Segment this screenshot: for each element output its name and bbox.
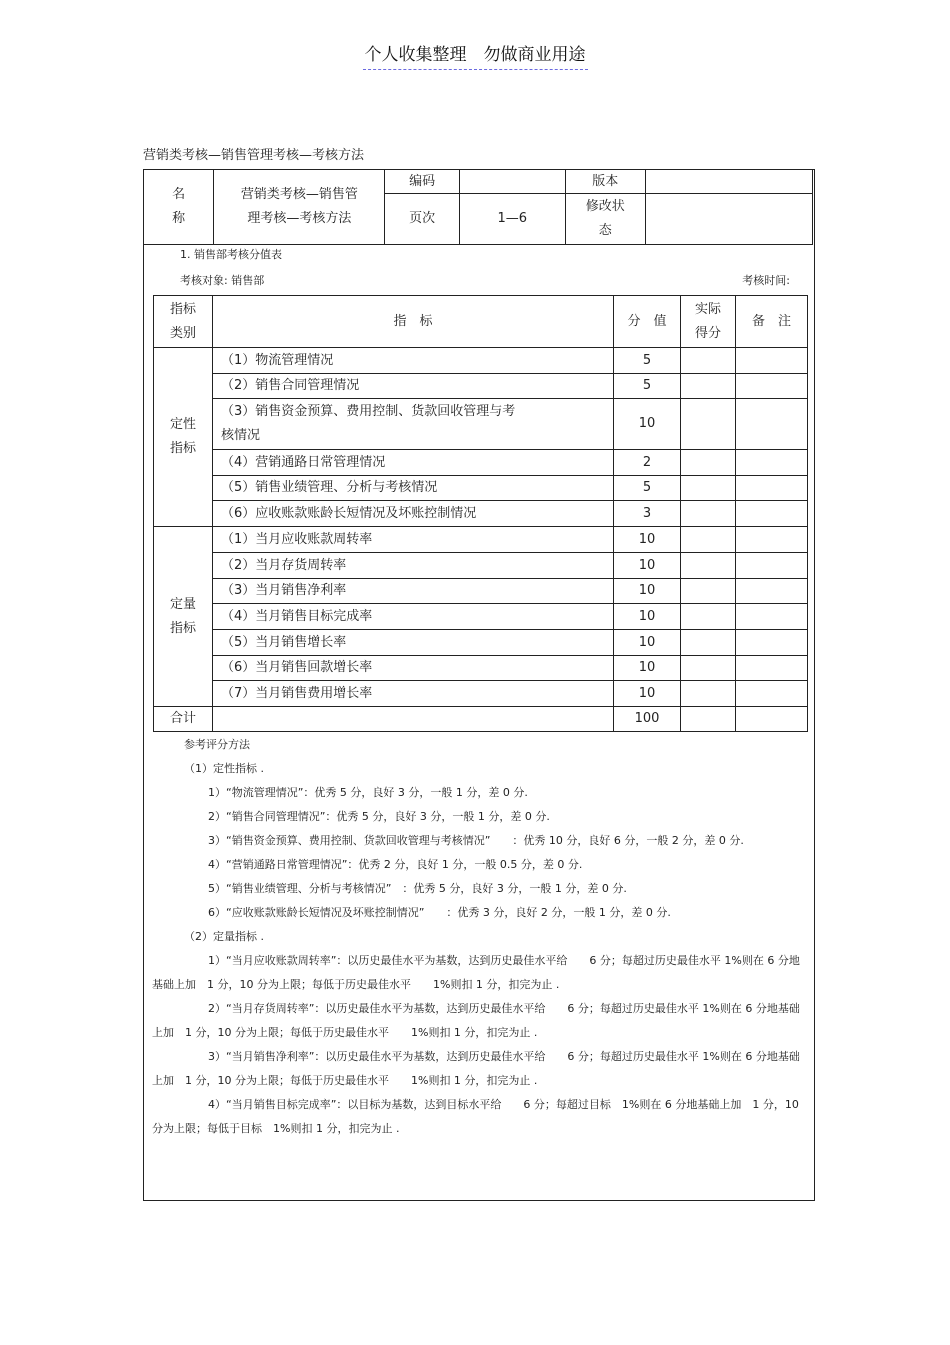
indicator-name: （6）当月销售回款增长率 bbox=[213, 656, 614, 681]
remark-cell bbox=[736, 604, 808, 630]
indicator-name: （5）当月销售增长率 bbox=[213, 630, 614, 656]
quantitative-method-title: （2）定量指标 . bbox=[184, 930, 264, 943]
indicator-score: 5 bbox=[614, 348, 681, 374]
actual-score-cell bbox=[681, 656, 736, 681]
remark-cell bbox=[736, 527, 808, 553]
actual-score-cell bbox=[681, 681, 736, 707]
table-row bbox=[154, 527, 808, 553]
version-value bbox=[645, 170, 812, 194]
quantitative-rule: 2）“当月存货周转率”：以历史最佳水平为基数，达到历史最佳水平给 6 分；每超过历史最佳水平 1%则在 6 分地基础上加 1 分，10 分为上限；每低于历史最佳水平 1%则扣 1 分，扣完为止 . bbox=[152, 1002, 800, 1039]
table-row bbox=[154, 630, 808, 656]
time-label: 考核时间: bbox=[742, 274, 790, 287]
code-value bbox=[459, 170, 565, 194]
actual-score-cell bbox=[681, 579, 736, 604]
table-row bbox=[154, 501, 808, 527]
header-category: 指标 类别 bbox=[154, 296, 213, 348]
actual-score-cell bbox=[681, 450, 736, 476]
remark-cell bbox=[736, 399, 808, 450]
indicator-name: （5）销售业绩管理、分析与考核情况 bbox=[213, 476, 614, 501]
method-title: 参考评分方法 bbox=[184, 738, 250, 751]
table-row bbox=[154, 348, 808, 374]
page-label: 页次 bbox=[385, 194, 459, 245]
indicator-name: （7）当月销售费用增长率 bbox=[213, 681, 614, 707]
qualitative-rule: 6）“应收账款账龄长短情况及坏账控制情况” ：优秀 3 分，良好 2 分，一般 1 分，差 0 分. bbox=[208, 906, 671, 919]
indicator-name: （3）当月销售净利率 bbox=[213, 579, 614, 604]
table-row bbox=[154, 656, 808, 681]
document-title: 营销类考核—销售管理考核—考核方法 bbox=[143, 148, 365, 163]
indicator-score: 10 bbox=[614, 656, 681, 681]
remark-cell bbox=[736, 374, 808, 399]
actual-score-cell bbox=[681, 501, 736, 527]
qualitative-method-title: （1）定性指标 . bbox=[184, 762, 264, 775]
actual-score-cell bbox=[681, 604, 736, 630]
score-table bbox=[153, 295, 808, 732]
quantitative-label: 定量 指标 bbox=[154, 527, 213, 707]
actual-score-cell bbox=[681, 476, 736, 501]
indicator-score: 10 bbox=[614, 681, 681, 707]
target-label: 考核对象: 销售部 bbox=[180, 274, 265, 287]
table-row bbox=[154, 553, 808, 579]
indicator-name: （4）营销通路日常管理情况 bbox=[213, 450, 614, 476]
indicator-score: 10 bbox=[614, 553, 681, 579]
table-row bbox=[154, 450, 808, 476]
remark-cell bbox=[736, 681, 808, 707]
total-indicator-cell bbox=[213, 707, 614, 732]
table-row bbox=[154, 399, 808, 450]
remark-cell bbox=[736, 476, 808, 501]
total-row bbox=[154, 707, 808, 732]
indicator-score: 10 bbox=[614, 527, 681, 553]
table-row bbox=[154, 604, 808, 630]
actual-score-cell bbox=[681, 399, 736, 450]
header-remark: 备 注 bbox=[736, 296, 808, 348]
version-label: 版本 bbox=[565, 170, 645, 194]
revision-value bbox=[645, 194, 812, 245]
indicator-score: 5 bbox=[614, 374, 681, 399]
remark-cell bbox=[736, 656, 808, 681]
table-row bbox=[154, 579, 808, 604]
table-row bbox=[154, 681, 808, 707]
actual-score-cell bbox=[681, 630, 736, 656]
code-label: 编码 bbox=[385, 170, 459, 194]
name-label: 名 称 bbox=[144, 170, 214, 245]
qualitative-rule: 5）“销售业绩管理、分析与考核情况” ：优秀 5 分，良好 3 分，一般 1 分，差 0 分. bbox=[208, 882, 627, 895]
indicator-score: 3 bbox=[614, 501, 681, 527]
actual-score-cell bbox=[681, 707, 736, 732]
actual-score-cell bbox=[681, 348, 736, 374]
header-indicator: 指 标 bbox=[213, 296, 614, 348]
indicator-name: （2）当月存货周转率 bbox=[213, 553, 614, 579]
indicator-score: 10 bbox=[614, 399, 681, 450]
remark-cell bbox=[736, 450, 808, 476]
indicator-name: （1）物流管理情况 bbox=[213, 348, 614, 374]
page-value: 1—6 bbox=[459, 194, 565, 245]
remark-cell bbox=[736, 630, 808, 656]
quantitative-rule: 1）“当月应收账款周转率”：以历史最佳水平为基数，达到历史最佳水平给 6 分；每超过历史最佳水平 1%则在 6 分地基础上加 1 分，10 分为上限；每低于历史最佳水平 1%则扣 1 分，扣完为止 . bbox=[152, 954, 800, 991]
total-score: 100 bbox=[614, 707, 681, 732]
remark-cell bbox=[736, 348, 808, 374]
revision-label: 修改状 态 bbox=[565, 194, 645, 245]
section-title: 1. 销售部考核分值表 bbox=[180, 248, 282, 261]
remark-cell bbox=[736, 579, 808, 604]
indicator-score: 10 bbox=[614, 604, 681, 630]
total-label: 合计 bbox=[154, 707, 213, 732]
indicator-score: 10 bbox=[614, 579, 681, 604]
indicator-name: （4）当月销售目标完成率 bbox=[213, 604, 614, 630]
indicator-score: 10 bbox=[614, 630, 681, 656]
header-table bbox=[143, 169, 813, 245]
remark-cell bbox=[736, 707, 808, 732]
qualitative-rule: 4）“营销通路日常管理情况”：优秀 2 分，良好 1 分，一般 0.5 分，差 0 分. bbox=[208, 858, 583, 871]
indicator-name: （6）应收账款账龄长短情况及坏账控制情况 bbox=[213, 501, 614, 527]
name-value: 营销类考核—销售管 理考核—考核方法 bbox=[214, 170, 385, 245]
watermark-header: 个人收集整理 勿做商业用途 bbox=[0, 40, 950, 65]
indicator-name: （1）当月应收账款周转率 bbox=[213, 527, 614, 553]
table-row bbox=[154, 374, 808, 399]
qualitative-rule: 3）“销售资金预算、费用控制、货款回收管理与考核情况” ：优秀 10 分，良好 6 分，一般 2 分，差 0 分. bbox=[208, 834, 744, 847]
indicator-score: 5 bbox=[614, 476, 681, 501]
table-row bbox=[154, 476, 808, 501]
scoring-method bbox=[152, 733, 804, 1141]
quantitative-rule: 3）“当月销售净利率”：以历史最佳水平为基数，达到历史最佳水平给 6 分；每超过历史最佳水平 1%则在 6 分地基础上加 1 分，10 分为上限；每低于历史最佳水平 1%则扣 1 分，扣完为止 . bbox=[152, 1050, 800, 1087]
header-score: 分 值 bbox=[614, 296, 681, 348]
remark-cell bbox=[736, 501, 808, 527]
remark-cell bbox=[736, 553, 808, 579]
header-actual: 实际 得分 bbox=[681, 296, 736, 348]
actual-score-cell bbox=[681, 527, 736, 553]
actual-score-cell bbox=[681, 553, 736, 579]
indicator-name: （2）销售合同管理情况 bbox=[213, 374, 614, 399]
qualitative-rule: 1）“物流管理情况”：优秀 5 分，良好 3 分，一般 1 分，差 0 分. bbox=[208, 786, 528, 799]
table-header-row bbox=[154, 296, 808, 348]
qualitative-label: 定性 指标 bbox=[154, 348, 213, 527]
quantitative-rule: 4）“当月销售目标完成率”：以目标为基数，达到目标水平给 6 分；每超过目标 1%则在 6 分地基础上加 1 分，10 分为上限；每低于目标 1%则扣 1 分，扣完为止 . bbox=[152, 1098, 799, 1135]
actual-score-cell bbox=[681, 374, 736, 399]
indicator-score: 2 bbox=[614, 450, 681, 476]
document-frame bbox=[143, 169, 815, 1201]
qualitative-rule: 2）“销售合同管理情况”：优秀 5 分，良好 3 分，一般 1 分，差 0 分. bbox=[208, 810, 550, 823]
indicator-name: （3）销售资金预算、费用控制、货款回收管理与考 核情况 bbox=[213, 399, 614, 450]
